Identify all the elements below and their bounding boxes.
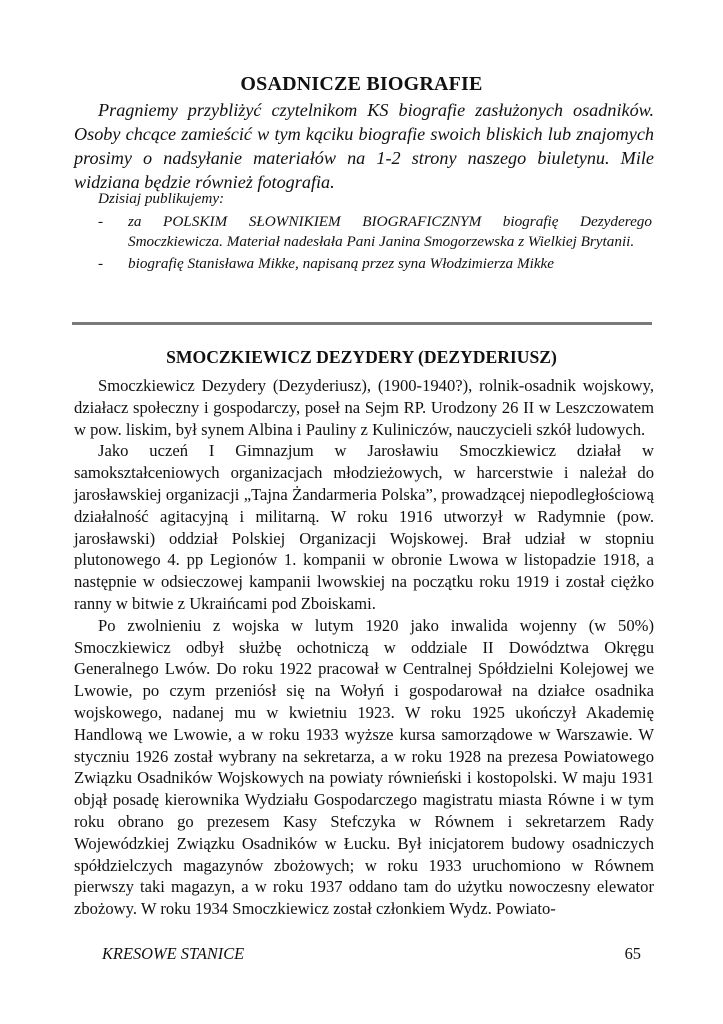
publication-list [74, 212, 652, 274]
article-paragraph: Smoczkiewicz Dezydery (Dezyderiusz), (1900-1940?), rolnik-osadnik wojskowy, działacz społeczny i gospodarczy, poseł na Sejm RP. Urodzony 26 II w Leszczowatem w pow. liskim, był synem Albina i Pauliny z Kuliniczów, nauczycieli szkół ludowych. [74, 376, 654, 439]
article-paragraph: Po zwolnieniu z wojska w lutym 1920 jako inwalida wojenny (w 50%) Smoczkiewicz odbył służbę ochotniczą w oddziale II Dowództwa Okręgu Generalnego Lwów. Do roku 1922 pracował w Centralnej Spółdzielni Kolejowej we Lwowie, po czym przeniósł się na Wołyń i gospodarował na działce osadnika wojskowego, nadanej mu w kwietniu 1923. W roku 1925 ukończył Akademię Handlową we Lwowie, a w roku 1933 wyższe kursa samorządowe w Warszawie. W styczniu 1926 został wybrany na sekretarza, a w roku 1928 na prezesa Powiatowego Związku Osadników Wojskowych na powiaty równieński i kostopolski. W maju 1931 objął posadę kierownika Wydziału Gospodarczego magistratu miasta Równe i w tym roku obrano go prezesem Kasy Stefczyka w Równem i sekretarzem Rady Wojewódzkiej Związku Osadników w Łucku. Był inicjatorem budowy osadniczych spółdzielczych magazynów zbożowych; w roku 1933 uruchomiono w Równem pierwszy taki magazyn, a w roku 1937 oddano tam do użytku nowoczesny elewator zbożowy. W roku 1934 Smoczkiewicz został członkiem Wydz. Powiato- [74, 615, 654, 919]
list-dash: - [98, 213, 104, 230]
section-title: OSADNICZE BIOGRAFIE [240, 73, 483, 95]
page-number: 65 [624, 944, 641, 963]
intro-paragraph: Pragniemy przybliżyć czytelnikom KS biografie zasłużonych osadników. Osoby chcące zamieścić w tym kąciku biografie swoich bliskich lub znajomych prosimy o nadsyłanie materiałów na 1-2 strony naszego biuletynu. Mile widziana będzie również fotografia. [74, 100, 654, 192]
article-paragraph: Jako uczeń I Gimnazjum w Jarosławiu Smoczkiewicz działał w samokształceniowych organizacjach młodzieżowych, w harcerstwie i należał do jarosławskiej organizacji „Tajna Żandarmeria Polska”, prowadzącej niepodległościową działalność agitacyjną i militarną. W roku 1916 utworzył w Radymnie (pow. jarosławski) oddział Polskiej Organizacji Wojskowej. Brał udział w stopniu plutonowego 4. pp Legionów 1. kompanii w obronie Lwowa w listopadzie 1918, a następnie w odsieczowej kampanii lwowskiej na początku roku 1919 i został ciężko ranny w bitwie z Ukraińcami pod Zboiskami. [74, 441, 654, 613]
today-label: Dzisiaj publikujemy: [98, 190, 225, 207]
list-dash: - [98, 255, 104, 272]
list-item-text: biografię Stanisława Mikke, napisaną przez syna Włodzimierza Mikke [128, 255, 555, 272]
list-item [74, 212, 652, 251]
article-heading: SMOCZKIEWICZ DEZYDERY (DEZYDERIUSZ) [166, 347, 557, 367]
section-divider [72, 322, 652, 325]
list-item [74, 254, 652, 274]
article-body [74, 375, 654, 920]
list-item-text: za POLSKIM SŁOWNIKIEM BIOGRAFICZNYM biografię Dezyderego Smoczkiewicza. Materiał nadesłała Pani Janina Smogorzewska z Wielkiej Brytanii. [128, 213, 652, 250]
journal-name: KRESOWE STANICE [102, 944, 245, 963]
